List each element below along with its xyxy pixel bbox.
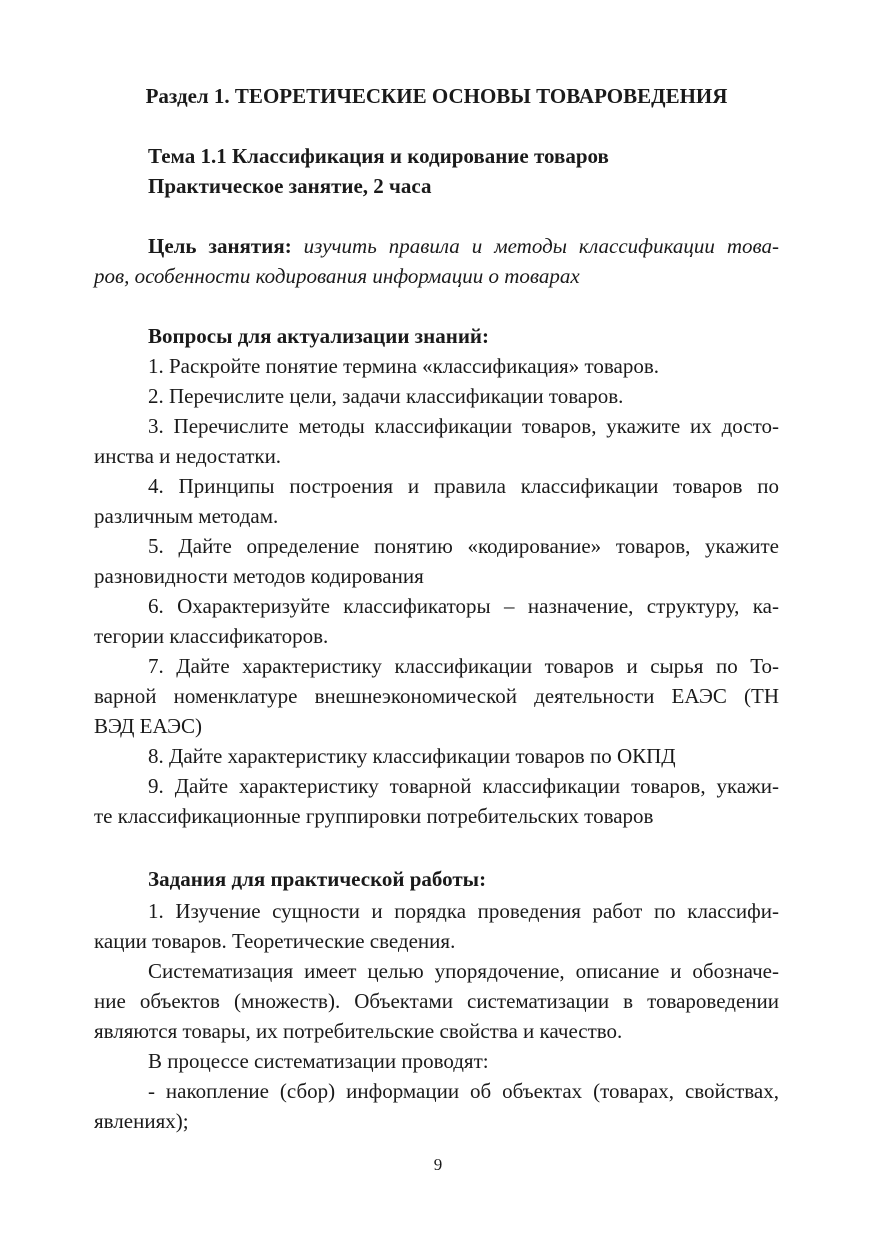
question-line: те классификационные группировки потребительских товаров [94, 804, 654, 828]
page-number: 9 [433, 1155, 443, 1174]
topic-title: Тема 1.1 Классификация и кодирование товаров [148, 144, 609, 168]
goal-label: Цель занятия: [148, 234, 292, 258]
question-line: 5. Дайте определение понятию «кодирование» товаров, укажите [148, 534, 779, 558]
task-line: ние объектов (множеств). Объектами систематизации в товароведении [94, 989, 779, 1013]
question-line: 7. Дайте характеристику классификации товаров и сырья по То- [148, 654, 779, 678]
goal-line-1 [148, 231, 779, 261]
question-line: варной номенклатуре внешнеэкономической деятельности ЕАЭС (ТН [94, 684, 779, 708]
question-line: 3. Перечислите методы классификации товаров, укажите их досто- [148, 414, 779, 438]
question-line: тегории классификаторов. [94, 624, 329, 648]
task-line: 1. Изучение сущности и порядка проведения работ по классифи- [148, 899, 779, 923]
question-line: инства и недостатки. [94, 444, 282, 468]
section-title: Раздел 1. ТЕОРЕТИЧЕСКИЕ ОСНОВЫ ТОВАРОВЕДЕНИЯ [145, 84, 728, 108]
goal-text-1: изучить правила и методы классификации това- [303, 234, 779, 258]
question-line: 9. Дайте характеристику товарной классификации товаров, укажи- [148, 774, 779, 798]
question-line: ВЭД ЕАЭС) [94, 714, 203, 738]
question-line: 8. Дайте характеристику классификации товаров по ОКПД [148, 744, 676, 768]
questions-heading: Вопросы для актуализации знаний: [148, 324, 490, 348]
question-line: 2. Перечислите цели, задачи классификации товаров. [148, 384, 624, 408]
question-line: 4. Принципы построения и правила классификации товаров по [148, 474, 779, 498]
task-line: являются товары, их потребительские свойства и качество. [94, 1019, 623, 1043]
task-line: кации товаров. Теоретические сведения. [94, 929, 456, 953]
goal-text-2: ров, особенности кодирования информации о товарах [94, 264, 580, 288]
question-line: различным методам. [94, 504, 279, 528]
task-line: В процессе систематизации проводят: [148, 1049, 489, 1073]
question-line: 6. Охарактеризуйте классификаторы – назначение, структуру, ка- [148, 594, 779, 618]
question-line: разновидности методов кодирования [94, 564, 424, 588]
task-line: - накопление (сбор) информации об объектах (товарах, свойствах, [148, 1079, 779, 1103]
task-line: Систематизация имеет целью упорядочение, описание и обозначе- [148, 959, 779, 983]
lesson-title: Практическое занятие, 2 часа [148, 174, 432, 198]
tasks-heading: Задания для практической работы: [148, 867, 487, 891]
task-line: явлениях); [94, 1109, 189, 1133]
question-line: 1. Раскройте понятие термина «классификация» товаров. [148, 354, 659, 378]
